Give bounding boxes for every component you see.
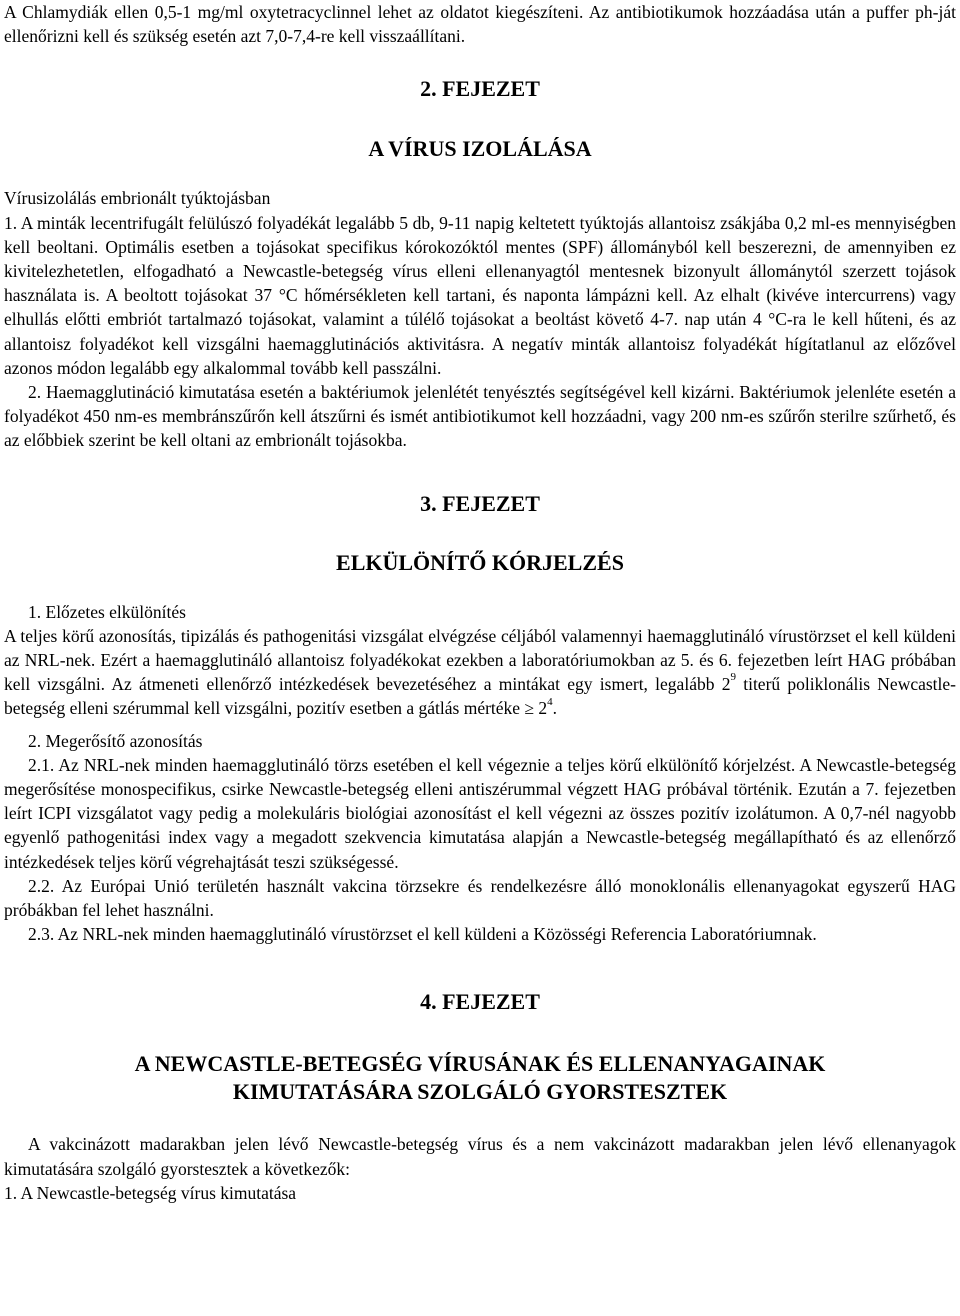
chapter4-title-line1: A NEWCASTLE-BETEGSÉG VÍRUSÁNAK ÉS ELLENANYAGAINAK <box>134 1051 826 1077</box>
chapter2-number: 2. FEJEZET <box>420 76 540 102</box>
chapter3-section2-1: 2.1. Az NRL-nek minden haemagglutináló törzs esetében el kell végeznie a teljes körű elkülönítő kórjelzést. A Newcastle-betegség megerősítése monospecifikus, csirke Newcastle-betegség elleni antiszérummal végzett HAG próbával történik. Ezután a 7. fejezetben leírt ICPI vizsgálatot vagy pedig a molekuláris biológiai azonosítást el kell végezni az összes pozitív izolátumon. A 0,7-nél nagyobb egyenlő pathogenitási index vagy a megadott szekvencia kimutatása alapján a Newcastle-betegség megállapítható és az ellenőrző intézkedések teljes körű végrehajtását teszi szükségessé. <box>4 754 956 872</box>
chapter4-number: 4. FEJEZET <box>420 989 540 1015</box>
chapter3-section1-heading: 1. Előzetes elkülönítés <box>28 601 186 622</box>
s1-text-b: titerű poliklonális Newcastle-betegség elleni szérummal kell vizsgálni, pozitív esetben a gátlás mértéke ≥ 2 <box>4 674 957 719</box>
chapter3-section2-2: 2.2. Az Európai Unió területén használt vakcina törzsekre és rendelkezésre álló monoklonális ellenanyagokat egyszerű HAG próbákban fel lehet használni. <box>4 875 956 921</box>
chapter2-title: A VÍRUS IZOLÁLÁSA <box>368 136 592 162</box>
chapter3-section2-3: 2.3. Az NRL-nek minden haemagglutináló vírustörzset el kell küldeni a Közösségi Referencia Laboratóriumnak. <box>28 924 817 945</box>
s1-superscript-1: 9 <box>730 671 736 684</box>
chapter4-intro: A vakcinázott madarakban jelen lévő Newcastle-betegség vírus és a nem vakcinázott madarakban jelen lévő ellenanyagok kimutatására szolgáló gyorstesztek a következők: <box>4 1134 956 1179</box>
chapter2-paragraph-1: 1. A minták lecentrifugált felülúszó folyadékát legalább 5 db, 9-11 napig keltetett tyúktojás allantoisz zsákjába 0,2 ml-es mennyiségben kell beoltani. Optimális esetben a tojásokat specifikus kórokozóktól mentes (SPF) állományból kell beszerezni, de amennyiben ez kivitelezhetetlen, elfogadható a Newcastle-betegség vírus elleni ellenanyagtól mentesnek bizonyult állománytól szerzett tojások használata is. A beoltott tojásokat 37 °C hőmérsékleten kell tartani, és naponta lámpázni kell. Az elhalt (kivéve intercurrens) vagy elhullás előtti embriót tartalmazó tojásokat, valamint a túlélő tojásokat a beoltást követő 4-7. nap után 4 °C-ra le kell hűteni, és az allantoisz folyadékot kell vizsgálni haemagglutinációs aktivitásra. A negatív minták allantoisz folyadékát hígítatlanul az előzővel azonos módon legalább egy alkalommal tovább kell passzálni. <box>4 212 956 378</box>
intro-paragraph: A Chlamydiák ellen 0,5-1 mg/ml oxytetracyclinnel lehet az oldatot kiegészíteni. Az antibiotikumok hozzáadása után a puffer ph-ját ellenőrizni kell és szükség esetén azt 7,0-7,4-re kell visszaállítani. <box>4 2 956 47</box>
s1-text-c: . <box>552 698 558 719</box>
chapter4-item1: 1. A Newcastle-betegség vírus kimutatása <box>4 1182 297 1203</box>
chapter2-paragraph-2: 2. Haemagglutináció kimutatása esetén a baktériumok jelenlétét tenyésztés segítségével kell kizárni. Baktériumok jelenléte esetén a folyadékot 450 nm-es membránszűrőn kell átszűrni és ismét antibiotikumot kell hozzáadni, vagy 200 nm-es szűrőn sterilre szűrhető, és az előbbiek szerint be kell oltani az embrionált tojásokba. <box>4 382 956 451</box>
chapter3-number: 3. FEJEZET <box>420 490 540 516</box>
s1-superscript-2: 4 <box>547 695 553 708</box>
chapter3-title: ELKÜLÖNÍTŐ KÓRJELZÉS <box>336 549 624 575</box>
chapter3-section2-heading: 2. Megerősítő azonosítás <box>28 730 203 751</box>
chapter3-section1-text <box>4 624 956 721</box>
chapter4-title-line2: KIMUTATÁSÁRA SZOLGÁLÓ GYORSTESZTEK <box>232 1079 728 1105</box>
chapter2-subtitle: Vírusizolálás embrionált tyúktojásban <box>4 188 271 209</box>
s1-text-a: A teljes körű azonosítás, tipizálás és pathogenitási vizsgálat elvégzése céljából valamennyi haemagglutináló vírustörzset el kell küldeni az NRL-nek. Ezért a haemagglutináló allantoisz folyadékokat ezekben a laboratóriumokban az 5. és 6. fejezetben leírt HAG próbában kell vizsgálni. Az átmeneti ellenőrző intézkedések bevezetéséhez a mintákat egy ismert, legalább 2 <box>4 625 956 695</box>
